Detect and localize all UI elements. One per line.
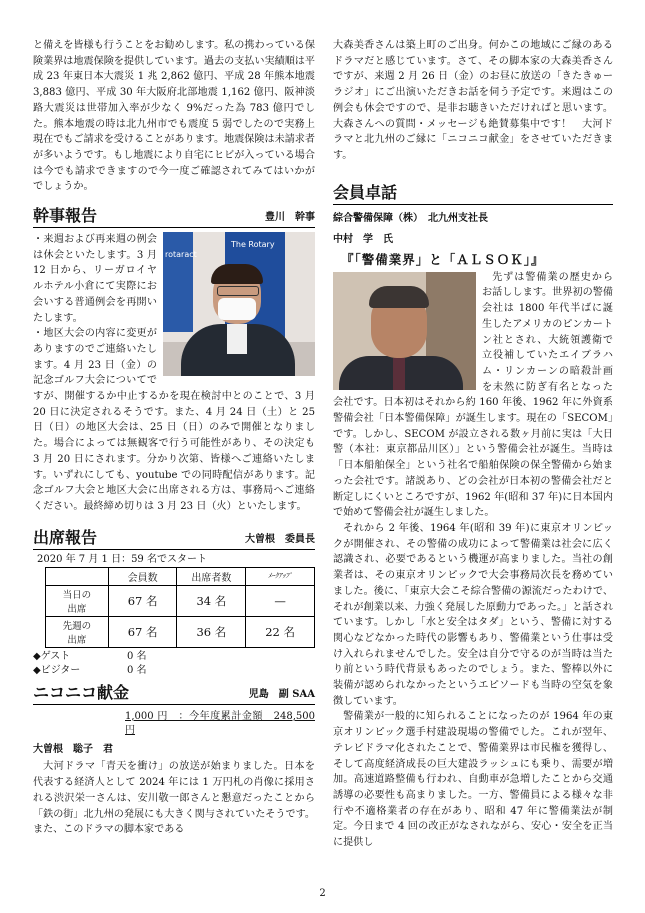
banner-text-1: rotaract <box>165 250 197 260</box>
talk-paragraph-1: 先ずは警備業の歴史からお話しします。世界初の警備会社は 1800 年代半ばに誕生したアメリカのピンカートン社とされ、大統領護衛で立役補していたエイブラハム・リンカーンの暗殺計画を未然に防ぎ有名となった会社です。日本初はそれから約 160 年後、1962 年に外資系警備会社「日本警備保障」が誕生します。現在の「SECOM」です。しかし、SECOM が設立される数ヶ月前に実は「大日警（本社：東京都品川区）」という警備会社が誕生。当時は「日本船舶保全」という社名で船舶保険の保全警備から始まった会社です。諸説あり、どの会社が日本初の警備会社だと断定しにくいところですが、1962 年(昭和 37 年)に日本国内で始めて警備会社が誕生しました。 <box>333 271 613 519</box>
attendance-header <box>33 527 315 550</box>
attendance-title: 出席報告 <box>33 527 98 547</box>
right-column <box>333 38 613 851</box>
cont-paragraph: 大森美香さんは築上町のご出身。何かこの地域にご縁のあるドラマだと感じています。さて、その脚本家の大森美香さんですが、来週 2 月 26 日（金）のお昼に放送の「きたきゅーラジオ」にご出演いただきお話を伺う予定です。来週はこの例会も休会ですので、是非お聴きいただければと思います。大森さんへの質問・メッセージも絶賛募集中です！ 大河ドラマと北九州のご縁に「ニコニコ献金」をさせていただきます。 <box>333 40 613 161</box>
kanji-report-header <box>33 205 315 228</box>
table-header-row <box>46 567 315 585</box>
intro-paragraph: と備えを皆様も行うことをお勧めします。私の携わっている保険業界は地震保険を提供しています。過去の支払い実績順は平成 23 年東日本大震災 1 兆 2,862 億円、平成 28 年熊本地震 3,883 億円、平成 30 年大阪府北部地震 1,162 億円、阪神淡路大震災は世帯加入率が少なく 9%だった為 783 億円でした。熊本地震の時は北九州市でも震度 5 弱でしたので実務上現在でもご請求を受けることがあります。地震保険は未請求者が多いようです。もし地震により自宅にヒビが入っている場合は今でも請求できますので今一度ご確認されてみてはいかがでしょうか。 <box>33 40 315 193</box>
attendance-date-line: 2020 年 7 月 1 日：59 名でスタート <box>37 553 207 565</box>
members-cell: 67 名 <box>108 585 177 616</box>
row-label: 先週の 出席 <box>46 616 109 647</box>
left-column <box>33 38 315 838</box>
header-cell <box>46 567 109 585</box>
members-cell: 67 名 <box>108 616 177 647</box>
speaker-photo <box>333 272 476 390</box>
header-cell: ﾒｰｸｱｯﾌﾟ <box>246 567 315 585</box>
niko-paragraph: 大河ドラマ「青天を衝け」の放送が始まりました。日本を代表する経済人として 2024 年には 1 万円札の肖像に採用される渋沢栄一さんは、安川敬一郎さんと懇意だったことから「鉄の街」北九州の発展にも大きく関与されていたそうです。また、このドラマの脚本家である <box>33 761 315 836</box>
visitor-value: 0 名 <box>127 664 147 676</box>
kanji-report-author: 豊川 幹事 <box>265 212 315 224</box>
niko-amount-line: 1,000 円 ：今年度累計金額 248,500 円 <box>125 710 315 736</box>
header-cell: 会員数 <box>108 567 177 585</box>
talk-company: 綜合警備保障（株） 北九州支社長 <box>333 212 488 224</box>
talk-speaker: 中村 学 氏 <box>333 234 393 246</box>
niko-title: ニコニコ献金 <box>33 682 130 702</box>
guest-label: ◆ゲスト <box>33 650 71 662</box>
kanji-report-title: 幹事報告 <box>33 206 98 226</box>
talk-title: 会員卓話 <box>333 182 398 202</box>
makeup-cell: 22 名 <box>246 616 315 647</box>
attendance-author: 大曽根 委員長 <box>245 533 315 545</box>
kanji-photo <box>163 232 315 376</box>
talk-paragraph-3: 警備業が一般的に知られることになったのが 1964 年の東京オリンピック選手村建設現場の警備でした。これが翌年、テレビドラマ化されたことで、警備業界は市民権を獲得し、そして高度経済成長の巨大建設ラッシュにも乗り、需要が増加。高速道路整備も行われ、自動車が急増したことから交通誘導の必要性も高まりました。一方、警備員による様々な非行や不適格業者の存在があり、昭和 47 年に警備業法が制定。今日まで 4 回の改正がなされながら、安心・安全を正当に提供し <box>333 711 613 849</box>
attendance-table <box>45 567 315 648</box>
visitor-line <box>33 664 315 678</box>
attendees-cell: 34 名 <box>177 585 246 616</box>
talk-header <box>333 182 613 205</box>
kanji-paragraph-2: ・地区大会の内容に変更がありますのでご連絡いたします。4 月 23 日（金）の記念ゴルフ大会についてですが、開催するか中止するかを現在検討中とのことで、3 月 20 日に決定されるそうです。また、4 月 24 日（土）と 25 日（日）の地区大会は、25 日（日）のみで開催となりました。場合によっては無観客で行う可能性があり、その決定も 3 月 20 日にされます。分かり次第、皆様へご連絡いたします。いずれにしても、youtube での同時配信があります。記念ゴルフ大会と地区大会に出席される方は、事務局へご連絡ください。最終締め切りは 3 月 23 日（火）といたします。 <box>33 328 315 512</box>
niko-header <box>33 682 315 705</box>
talk-subtitle: 『「警備業界」と「ＡＬＳＯＫ」』 <box>341 252 545 268</box>
row-label: 当日の 出席 <box>46 585 109 616</box>
table-row <box>46 616 315 647</box>
attendees-cell: 36 名 <box>177 616 246 647</box>
talk-body <box>333 270 613 851</box>
table-row <box>46 585 315 616</box>
niko-donor: 大曽根 聡子 君 <box>33 743 113 755</box>
kanji-paragraph-1: ・来週および再来週の例会は休会といたします。3 月 12 日から、リーガロイヤルホテル小倉にて実際にお会いする普通例会を再開いたします。 <box>33 234 157 324</box>
header-cell: 出席者数 <box>177 567 246 585</box>
kanji-report-body <box>33 232 315 515</box>
makeup-cell: — <box>246 585 315 616</box>
guest-value: 0 名 <box>127 650 147 662</box>
talk-paragraph-2: それから 2 年後、1964 年(昭和 39 年)に東京オリンピックが開催され、その警備の成功によって警備業は社会に広く認識され、必要であるという機運が高まりました。当社の創業者は、その東京オリンピックで大会事務局次長を務めていました。後に、「東京大会こそ綜合警備の源流だったわけで、それが創業以来、力強く発展した原動力であった。」と話されています。しかし「水と安全はタダ」という、警備に対する関心などなかった時代の影響もあり、警備業という仕事は受け入れられませんでした。安全は自分で守るのが当時は当たり前という時代背景もあったのでしょう。また、警棒以外に装備が認められなかったというエピソードも当時の空気を象徴しています。 <box>333 522 613 707</box>
page-number: 2 <box>319 888 326 899</box>
banner-text-2: The Rotary <box>231 240 275 250</box>
visitor-label: ◆ビジター <box>33 664 81 676</box>
niko-author: 児島 副 SAA <box>248 688 315 700</box>
guest-line <box>33 650 315 664</box>
